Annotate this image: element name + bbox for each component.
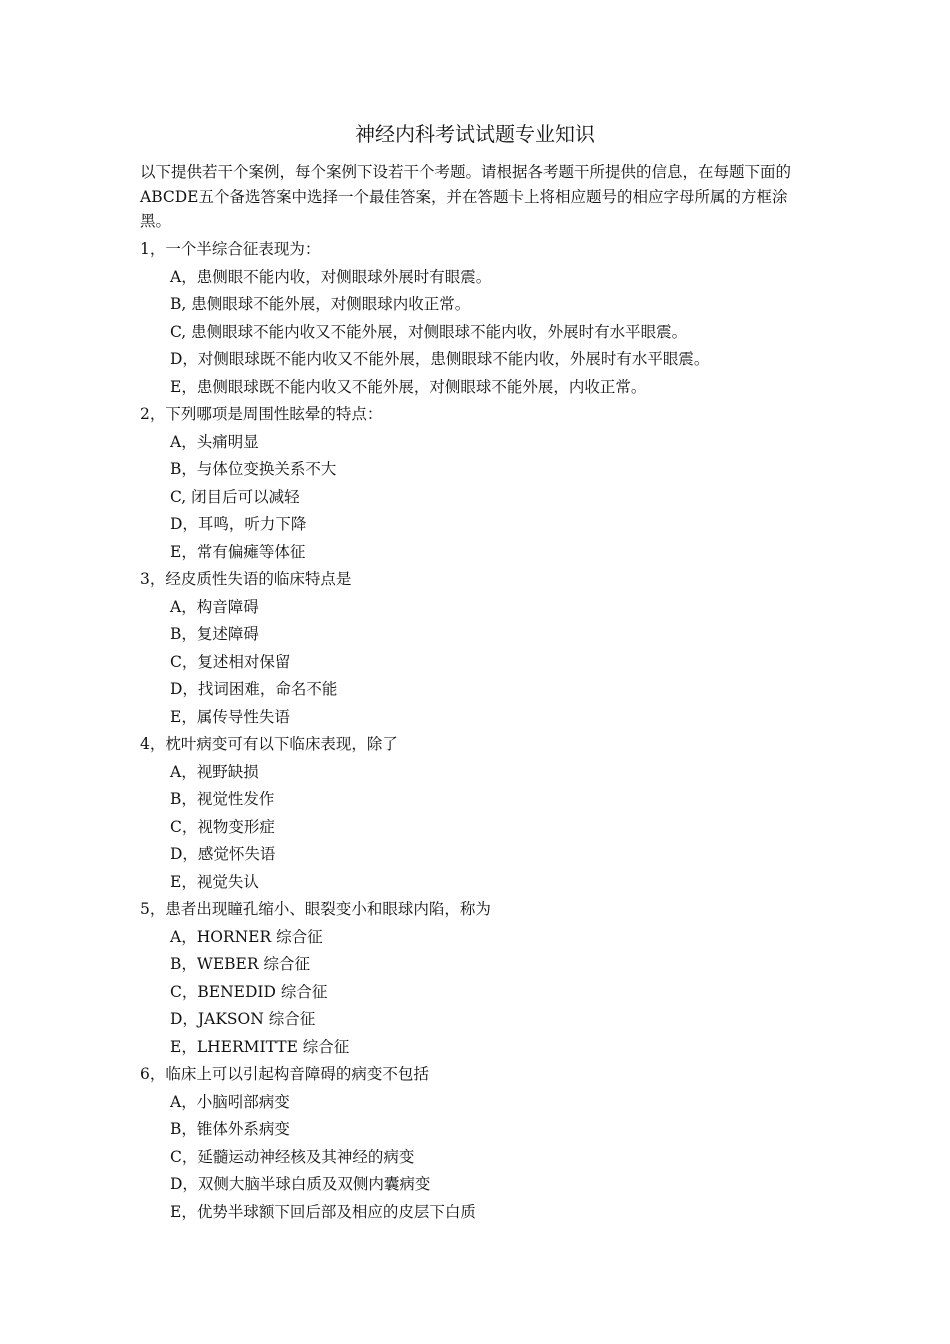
answer-option: A，视野缺损	[170, 762, 259, 781]
answer-option: B，复述障碍	[170, 625, 259, 643]
answer-option: B, 患侧眼球不能外展，对侧眼球内收正常。	[170, 295, 471, 313]
answer-option: C，复述相对保留	[170, 652, 291, 671]
answer-option: D，找词困难，命名不能	[170, 680, 338, 698]
answer-option: C，BENEDID 综合征	[170, 982, 328, 1001]
answer-option: D，JAKSON 综合征	[170, 1010, 316, 1028]
answer-option: C，视物变形症	[170, 817, 275, 836]
intro-paragraph: 以下提供若干个案例，每个案例下设若干个考题。请根据各考题干所提供的信息，在每题下面的ABCDE五个备选答案中选择一个最佳答案，并在答题卡上将相应题号的相应字母所属的方框涂黑。	[140, 163, 792, 230]
answer-option: E，视觉失认	[170, 872, 259, 891]
question-stem: 6，临床上可以引起构音障碍的病变不包括	[140, 1065, 429, 1083]
answer-option: D，耳鸣，听力下降	[170, 515, 307, 533]
answer-option: D，感觉怀失语	[170, 845, 276, 863]
answer-option: A，构音障碍	[170, 597, 259, 616]
answer-option: A，患侧眼不能内收，对侧眼球外展时有眼震。	[170, 267, 492, 286]
answer-option: A，小脑吲部病变	[170, 1092, 290, 1111]
page-title: 神经内科考试试题专业知识	[355, 122, 595, 146]
question-stem: 1，一个半综合征表现为：	[140, 240, 321, 258]
answer-option: B，WEBER 综合征	[170, 955, 310, 973]
question-list	[140, 236, 830, 1226]
answer-option: D，双侧大脑半球白质及双侧内囊病变	[170, 1175, 431, 1193]
answer-option: E，优势半球额下回后部及相应的皮层下白质	[170, 1202, 476, 1221]
question-stem: 2，下列哪项是周围性眩晕的特点：	[140, 405, 383, 423]
answer-option: E，属传导性失语	[170, 707, 290, 726]
answer-option: B，锥体外系病变	[170, 1120, 290, 1138]
question-stem: 4，枕叶病变可有以下临床表现，除了	[140, 735, 398, 753]
answer-option: C, 闭目后可以减轻	[170, 487, 300, 506]
answer-option: B，与体位变换关系不大	[170, 460, 337, 478]
question-stem: 5，患者出现瞳孔缩小、眼裂变小和眼球内陷，称为	[140, 900, 491, 918]
answer-option: E，LHERMITTE 综合征	[170, 1037, 350, 1056]
answer-option: B，视觉性发作	[170, 790, 275, 808]
answer-option: C, 患侧眼球不能内收又不能外展，对侧眼球不能内收，外展时有水平眼震。	[170, 322, 688, 341]
answer-option: A，头痛明显	[170, 432, 259, 451]
answer-option: A，HORNER 综合征	[170, 927, 323, 946]
answer-option: D，对侧眼球既不能内收又不能外展，患侧眼球不能内收，外展时有水平眼震。	[170, 350, 710, 368]
answer-option: C，延髓运动神经核及其神经的病变	[170, 1147, 415, 1166]
answer-option: E，患侧眼球既不能内收又不能外展，对侧眼球不能外展，内收正常。	[170, 377, 647, 396]
question-stem: 3，经皮质性失语的临床特点是	[140, 570, 352, 588]
answer-option: E，常有偏瘫等体征	[170, 542, 306, 561]
